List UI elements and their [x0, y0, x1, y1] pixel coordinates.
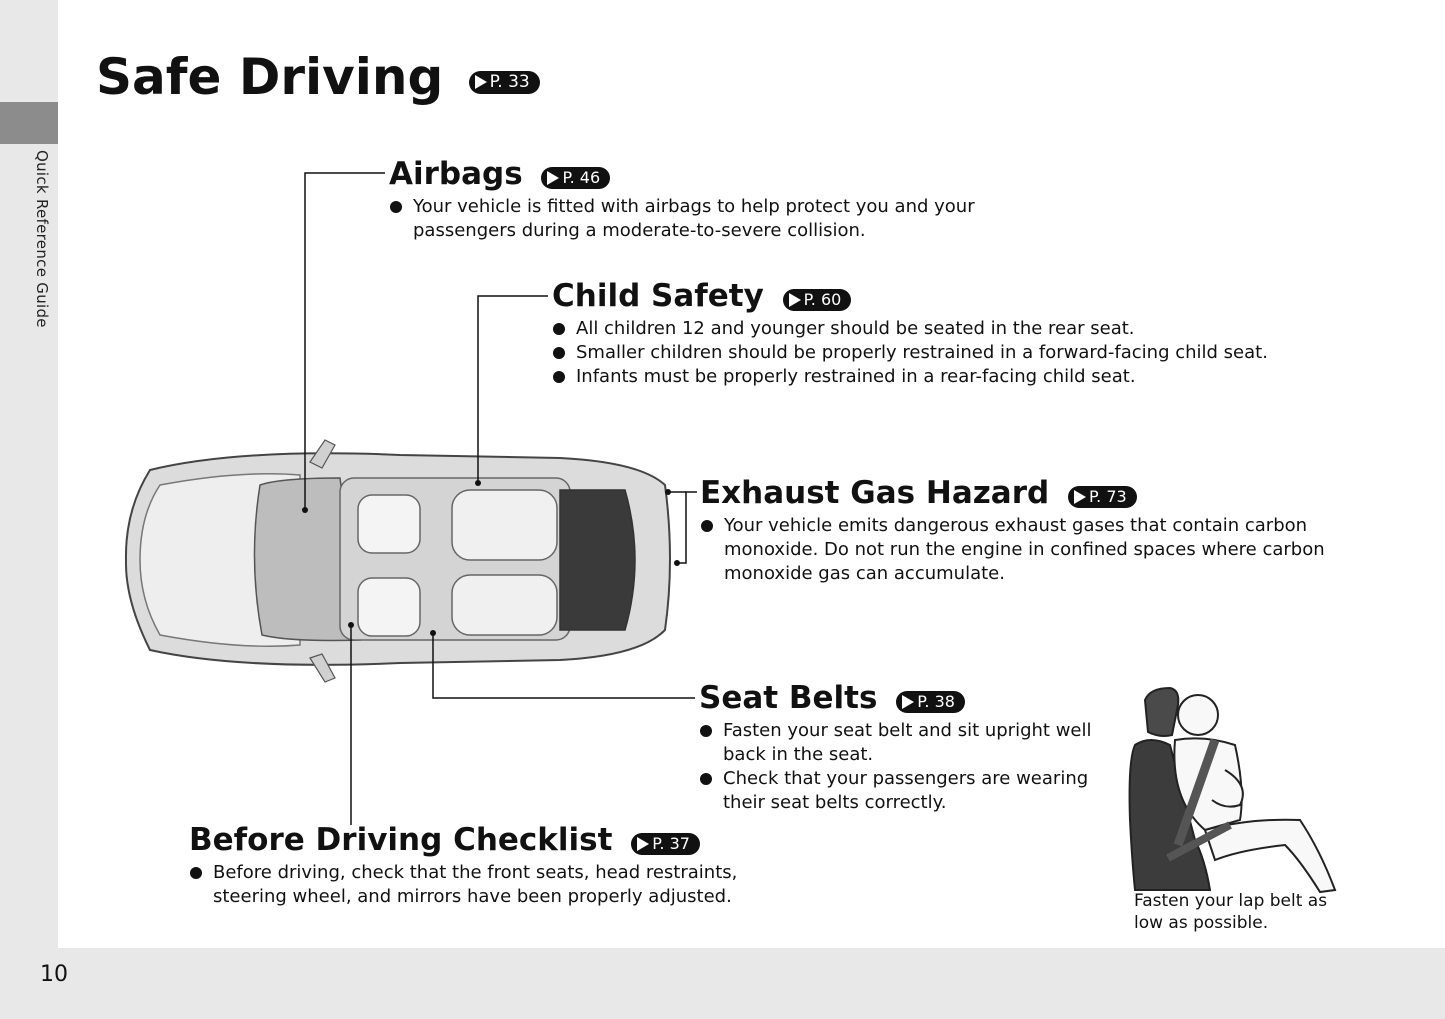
ref-label: P. 60 — [803, 289, 842, 309]
ref-label: P. 46 — [562, 167, 601, 187]
checklist-heading-text: Before Driving Checklist — [189, 822, 613, 858]
bullet-item: Check that your passengers are wearing their seat belts correctly. — [699, 767, 1092, 815]
page-title-text: Safe Driving — [96, 48, 444, 106]
airbags-page-ref[interactable] — [541, 167, 610, 189]
airbags-heading-text: Airbags — [389, 156, 523, 192]
checklist-heading — [189, 823, 737, 859]
exhaust-heading-text: Exhaust Gas Hazard — [700, 475, 1050, 511]
ref-label: P. 33 — [489, 72, 530, 92]
car-top-view-illustration — [126, 440, 670, 682]
airbags-bullets — [389, 195, 975, 243]
child-safety-heading — [552, 279, 1268, 315]
bullet-item: Fasten your seat belt and sit upright well back in the seat. — [699, 719, 1092, 767]
arrow-right-icon — [547, 171, 559, 185]
airbags-section — [389, 157, 975, 243]
ref-label: P. 73 — [1089, 486, 1127, 506]
seat-belts-heading — [699, 681, 1092, 717]
bullet-item: Your vehicle emits dangerous exhaust gases that contain carbon monoxide. Do not run the engine in confined spaces where carbon monoxide gas can accumulate. — [700, 514, 1325, 586]
exhaust-heading — [700, 476, 1325, 512]
arrow-right-icon — [637, 837, 649, 851]
exhaust-section — [700, 476, 1325, 586]
bullet-item: All children 12 and younger should be seated in the rear seat. — [552, 317, 1268, 341]
arrow-right-icon — [789, 293, 801, 307]
bullet-item: Infants must be properly restrained in a rear-facing child seat. — [552, 365, 1268, 389]
checklist-section — [189, 823, 737, 909]
checklist-bullets — [189, 861, 737, 909]
child-safety-bullets — [552, 317, 1268, 389]
seat-belt-illustration — [1130, 688, 1335, 892]
illustration-caption: Fasten your lap belt as low as possible. — [1134, 891, 1328, 933]
side-label: Quick Reference Guide — [33, 150, 51, 328]
bullet-item: Smaller children should be properly restrained in a forward-facing child seat. — [552, 341, 1268, 365]
arrow-right-icon — [902, 695, 914, 709]
ref-label: P. 38 — [917, 691, 955, 711]
arrow-right-icon — [1074, 490, 1086, 504]
child-safety-section — [552, 279, 1268, 389]
child-safety-leader — [478, 296, 548, 483]
exhaust-leader — [677, 492, 697, 563]
seat-belts-page-ref[interactable] — [896, 691, 965, 713]
exhaust-page-ref[interactable] — [1068, 486, 1137, 508]
bullet-item: Before driving, check that the front seats, head restraints, steering wheel, and mirrors have been properly adjusted. — [189, 861, 737, 909]
checklist-page-ref[interactable] — [631, 833, 700, 855]
exhaust-bullets — [700, 514, 1325, 586]
seat-belts-bullets — [699, 719, 1092, 815]
child-safety-page-ref[interactable] — [783, 289, 852, 311]
bullet-item: Your vehicle is fitted with airbags to help protect you and your passengers during a moderate-to-severe collision. — [389, 195, 975, 243]
ref-label: P. 37 — [652, 833, 690, 853]
page-number: 10 — [40, 962, 68, 987]
child-safety-heading-text: Child Safety — [552, 278, 764, 314]
seat-belts-section — [699, 681, 1092, 815]
airbags-heading — [389, 157, 975, 193]
seat-belts-heading-text: Seat Belts — [699, 680, 878, 716]
